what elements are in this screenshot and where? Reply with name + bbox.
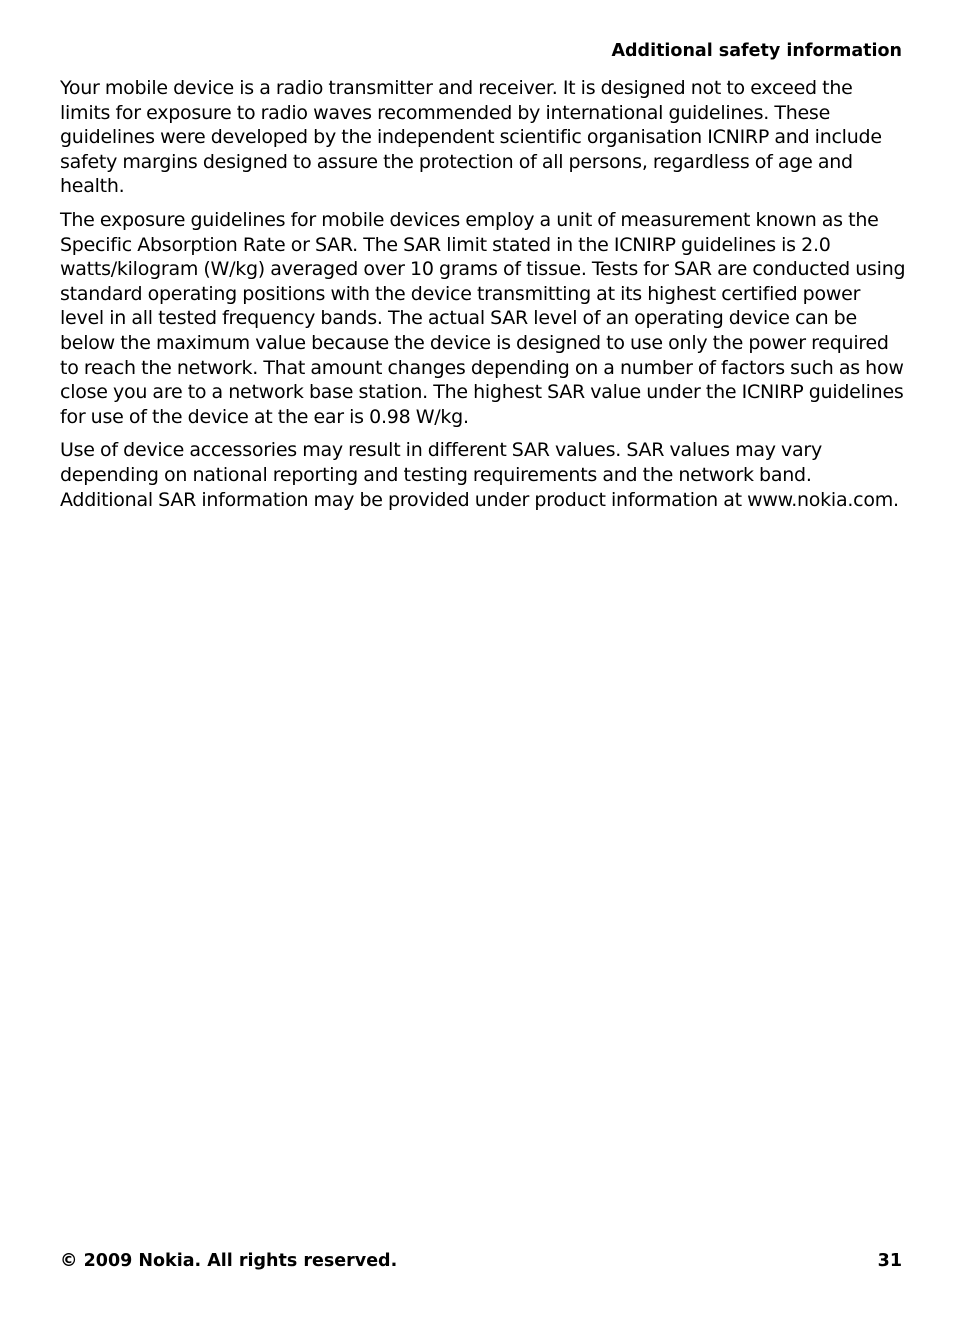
footer-copyright: © 2009 Nokia. All rights reserved. <box>60 1251 398 1271</box>
running-header-section-title: Additional safety information <box>611 41 902 61</box>
paragraph-accessories-sar: Use of device accessories may result in different SAR values. SAR values may vary depending on national reporting and testing requirements and the network band. Additional SAR information may be provided under product information at www.nokia.com. <box>60 439 899 511</box>
page-number: 31 <box>877 1251 902 1271</box>
paragraph-sar-guidelines: The exposure guidelines for mobile devices employ a unit of measurement known as the Specific Absorption Rate or SAR. The SAR limit stated in the ICNIRP guidelines is 2.0 watts/kilogram (W/kg) averaged over 10 grams of tissue. Tests for SAR are conducted using standard operating positions with the device transmitting at its highest certified power level in all tested frequency bands. The actual SAR level of an operating device can be below the maximum value because the device is designed to use only the power required to reach the network. That amount changes depending on a number of factors such as how close you are to a network base station. The highest SAR value under the ICNIRP guidelines for use of the device at the ear is 0.98 W/kg. <box>60 208 906 428</box>
paragraph-radio-transmitter: Your mobile device is a radio transmitter and receiver. It is designed not to exceed the limits for exposure to radio waves recommended by international guidelines. These guidelines were developed by the independent scientific organisation ICNIRP and include safety margins designed to assure the protection of all persons, regardless of age and health. <box>60 77 882 198</box>
body-text <box>60 76 906 521</box>
